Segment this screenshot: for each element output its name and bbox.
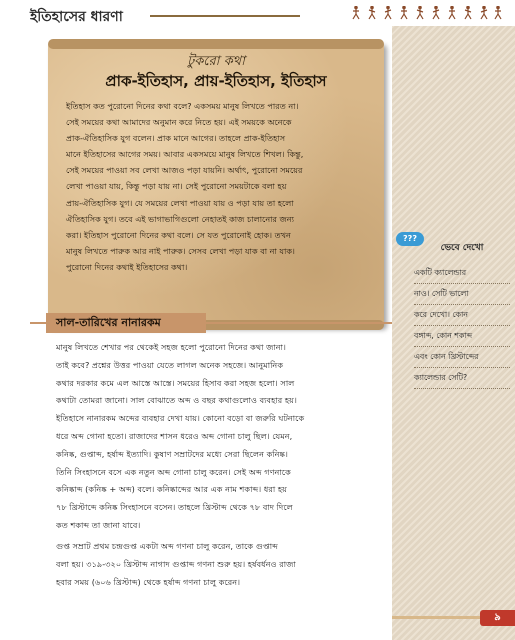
think-note-line: এবং কোন খ্রিস্টাব্দের <box>414 347 510 368</box>
body-line: তাই কবে? প্রশ্নের উত্তর পাওয়া যেতে লাগল অনেক সহজে। আনুমানিক <box>56 359 284 370</box>
body-line: ইতিহাসে নানারকম অব্দের ব্যবহার দেখা যায়। কোনো বড়ো বা জরুরি ঘটনাকে <box>56 413 305 424</box>
page-header <box>0 0 515 26</box>
body-line: কনিষ্কাব্দ (কনিষ্ক + অব্দ) বলে। কনিষ্কাব্দের আর এক নাম শকাব্দ। ধরা হয় <box>56 484 287 495</box>
question-bubble-icon: ??? <box>396 232 424 246</box>
think-note-line: নাও। সেটি ভালো <box>414 284 510 305</box>
scroll-line: ইতিহাস কত পুরোনো দিনের কথা বলে? একসময় মানুষ লিখতে পারত না। <box>66 101 299 111</box>
scroll-line: ঐতিহাসিক যুগ। তবে এই ভাগাভাগিগুলো নেহাতই কাজ চালানোর জন্য <box>66 213 294 224</box>
body-paragraph-2 <box>56 538 384 591</box>
scroll-roll-top <box>48 39 384 49</box>
scroll-line: লেখা পাওয়া যায়, কিন্তু পড়া যায় না। সেই পুরোনো সময়টাকে বলা হয় <box>66 181 287 192</box>
scroll-callout <box>48 42 384 327</box>
scroll-line: মানে ইতিহাসের আগের সময়। আবার একসময়ে মানুষ লিখতে শিখল। কিন্তু, <box>66 149 304 160</box>
section-header <box>30 313 392 333</box>
scroll-title: প্রাক-ইতিহাস, প্রায়-ইতিহাস, ইতিহাস <box>105 72 327 90</box>
scroll-line: পুরোনো দিনের কথাই ইতিহাসের কথা। <box>66 261 188 272</box>
think-note-heading: ভেবে দেখো <box>440 243 484 253</box>
page-number-bar <box>392 616 480 619</box>
scroll-line: সেই সময়ের কথা আমাদের অনুমান করে নিতে হয়। এই সময়কে অনেকে <box>66 117 292 128</box>
scroll-line: মানুষ লিখতে পারুক আর নাই পারুক। সেসব লেখা পড়া যাক বা না যাক। <box>66 245 295 256</box>
body-line: কনিষ্ক, গুপ্তাব্দ, হর্ষাব্দ ইত্যাদি। কুষাণ সম্রাটদের মধ্যে সেরা ছিলেন কনিষ্ক। <box>56 448 288 459</box>
page-number: ৯ <box>480 610 515 626</box>
section-title: সাল-তারিখের নানারকম <box>46 313 206 333</box>
body-paragraph-1 <box>56 339 384 535</box>
dancing-figures-decoration <box>352 6 502 20</box>
think-note-line: করে দেখো। কোন <box>414 305 510 326</box>
body-line: কথাটা তোমরা জানো। সাল বোঝাতে অব্দ ও বছর কথাগুলোও ব্যবহার হয়। <box>56 395 297 406</box>
body-line: ধরে অব্দ গোনা হতো। রাজাদের শাসন ধরেও অব্দ গোনা চালু ছিল। যেমন, <box>56 430 293 441</box>
scroll-line: সেই সময়ের পাওয়া সব লেখা আজও পড়া যায়নি। অর্থাৎ, পুরোনো সময়ের <box>66 165 303 176</box>
think-note-line: একটি ক্যালেন্ডার <box>414 263 510 284</box>
scroll-text <box>66 98 370 275</box>
body-line: কথার দরকার কমে এল আস্তে আস্তে। সময়ের হিসাব করা সহজ হলো। সাল <box>56 377 295 388</box>
body-line: তিনি সিংহাসনে বসে এক নতুন অব্দ গোনা চালু করেন। সেই অব্দ গণনাকে <box>56 466 291 477</box>
scroll-line: প্রায়-ঐতিহাসিক যুগ। যে সময়ের লেখা পাওয়া যায় ও পড়া যায় তা হলো <box>66 197 294 208</box>
body-line: বলা হয়। ৩১৯-৩২০ খ্রিস্টাব্দ নাগাদ গুপ্তাব্দ গণনা শুরু হয়। হর্ষবর্ধনও রাজা <box>56 558 296 569</box>
scroll-label: টুকরো কথা <box>187 54 245 69</box>
think-note <box>414 240 510 389</box>
think-note-line: ক্যালেন্ডার সেটি? <box>414 368 510 389</box>
body-line: গুপ্ত সম্রাট প্রথম চন্দ্রগুপ্ত একটা অব্দ গণনা চালু করেন, তাকে গুপ্তাব্দ <box>56 541 278 551</box>
scroll-line: করা। ইতিহাস পুরোনো দিনের কথা বলে। সে যত পুরোনোই হোক। তখন <box>66 229 291 240</box>
header-rule <box>150 15 300 17</box>
body-line: হবার সময় (৬০৬ খ্রিস্টাব্দ) থেকে হর্ষাব্দ গণনা চালু করেন। <box>56 576 241 587</box>
body-line: মানুষ লিখতে শেখার পর থেকেই সহজ হলো পুরোনো দিনের কথা জানা। <box>56 342 286 352</box>
body-line: কত শকাব্দ তা জানা যাবে। <box>56 519 141 530</box>
body-line: ৭৮ খ্রিস্টাব্দে কনিষ্ক সিংহাসনে বসেন। তাহলে খ্রিস্টাব্দ থেকে ৭৮ বাদ দিলে <box>56 502 293 513</box>
book-title: ইতিহাসের ধারণা <box>30 9 123 25</box>
scroll-line: প্রাক-ঐতিহাসিক যুগ বলেন। প্রাক মানে আগের। তাহলে প্রাক-ইতিহাস <box>66 133 286 144</box>
think-note-line: বঙ্গাব্দ, কোন শকাব্দ <box>414 326 510 347</box>
